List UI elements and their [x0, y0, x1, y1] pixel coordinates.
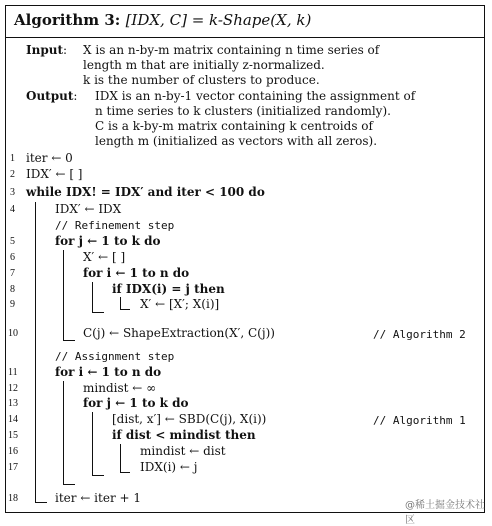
code-line-2: IDX′ ← [ ] [26, 167, 83, 181]
code-line-17: IDX(i) ← j [140, 460, 198, 474]
code-line-4: IDX′ ← IDX [55, 202, 122, 216]
line-number: 7 [10, 268, 15, 279]
comment-algorithm-2: // Algorithm 2 [373, 328, 466, 341]
line-number: 16 [8, 446, 18, 457]
for-j-assign-scope-line [92, 412, 93, 475]
code-line-18: iter ← iter + 1 [55, 491, 141, 505]
line-number: 18 [8, 493, 18, 504]
input-label: Input [26, 43, 63, 57]
code-line-13: for j ← 1 to k do [83, 396, 189, 410]
output-line: IDX is an n-by-1 vector containing the assignment of [95, 89, 416, 103]
input-line: length m that are initially z-normalized. [83, 58, 325, 72]
if-scope-line [120, 297, 121, 309]
line-number: 15 [8, 430, 18, 441]
line-number: 14 [8, 414, 18, 425]
if-dist-scope-line [120, 444, 121, 472]
algorithm-title-label: Algorithm 3: [14, 11, 121, 29]
for-i-assign-scope-tick [63, 484, 75, 485]
output-line: length m (initialized as vectors with all zeros). [95, 134, 378, 148]
algorithm-title-signature: [IDX, C] = k-Shape(X, k) [125, 11, 312, 29]
code-line-12: mindist ← ∞ [83, 381, 157, 395]
input-line: k is the number of clusters to produce. [83, 73, 320, 87]
line-number: 6 [10, 252, 15, 263]
line-number: 10 [8, 328, 18, 339]
code-line-10: C(j) ← ShapeExtraction(X′, C(j)) [83, 326, 275, 340]
line-number: 4 [10, 204, 15, 215]
line-number: 12 [8, 383, 18, 394]
comment-refinement-step: // Refinement step [55, 219, 175, 232]
line-number: 5 [10, 236, 15, 247]
output-line: n time series to k clusters (initialized randomly). [95, 104, 391, 118]
line-number: 2 [10, 169, 15, 180]
input-colon: : [63, 43, 68, 57]
while-scope-line [35, 202, 36, 502]
line-number: 11 [8, 367, 18, 378]
for-j-scope-line [63, 250, 64, 340]
algorithm-title [14, 13, 311, 28]
output-heading [26, 90, 77, 102]
comment-algorithm-1: // Algorithm 1 [373, 414, 466, 427]
code-line-3: while IDX! = IDX′ and iter < 100 do [26, 185, 265, 199]
code-line-15: if dist < mindist then [112, 428, 256, 442]
line-number: 1 [10, 153, 15, 164]
for-j-assign-scope-tick [92, 475, 104, 476]
line-number: 9 [10, 299, 15, 310]
code-line-6: X′ ← [ ] [83, 250, 126, 264]
output-colon: : [73, 89, 78, 103]
code-line-11: for i ← 1 to n do [55, 365, 162, 379]
watermark-text: @稀土掘金技术社区 [405, 500, 485, 526]
if-dist-scope-tick [120, 472, 130, 473]
comment-assignment-step: // Assignment step [55, 350, 175, 363]
if-scope-tick [120, 309, 130, 310]
code-line-16: mindist ← dist [140, 444, 226, 458]
while-scope-tick [35, 502, 47, 503]
for-i-assign-scope-line [63, 381, 64, 484]
for-i-inner-scope-tick [92, 312, 104, 313]
line-number: 3 [10, 187, 15, 198]
input-line: X is an n-by-m matrix containing n time series of [83, 43, 380, 57]
code-line-14: [dist, x′] ← SBD(C(j), X(i)) [112, 412, 267, 426]
code-line-1: iter ← 0 [26, 151, 73, 165]
title-rule [5, 37, 485, 38]
code-line-9: X′ ← [X′; X(i)] [140, 297, 220, 311]
for-i-inner-scope-line [92, 282, 93, 312]
output-label: Output [26, 89, 74, 103]
for-j-scope-tick [63, 340, 75, 341]
line-number: 17 [8, 462, 18, 473]
line-number: 13 [8, 398, 18, 409]
code-line-7: for i ← 1 to n do [83, 266, 190, 280]
code-line-8: if IDX(i) = j then [112, 282, 225, 296]
line-number: 8 [10, 284, 15, 295]
code-line-5: for j ← 1 to k do [55, 234, 161, 248]
input-heading [26, 44, 67, 56]
output-line: C is a k-by-m matrix containing k centroids of [95, 119, 373, 133]
